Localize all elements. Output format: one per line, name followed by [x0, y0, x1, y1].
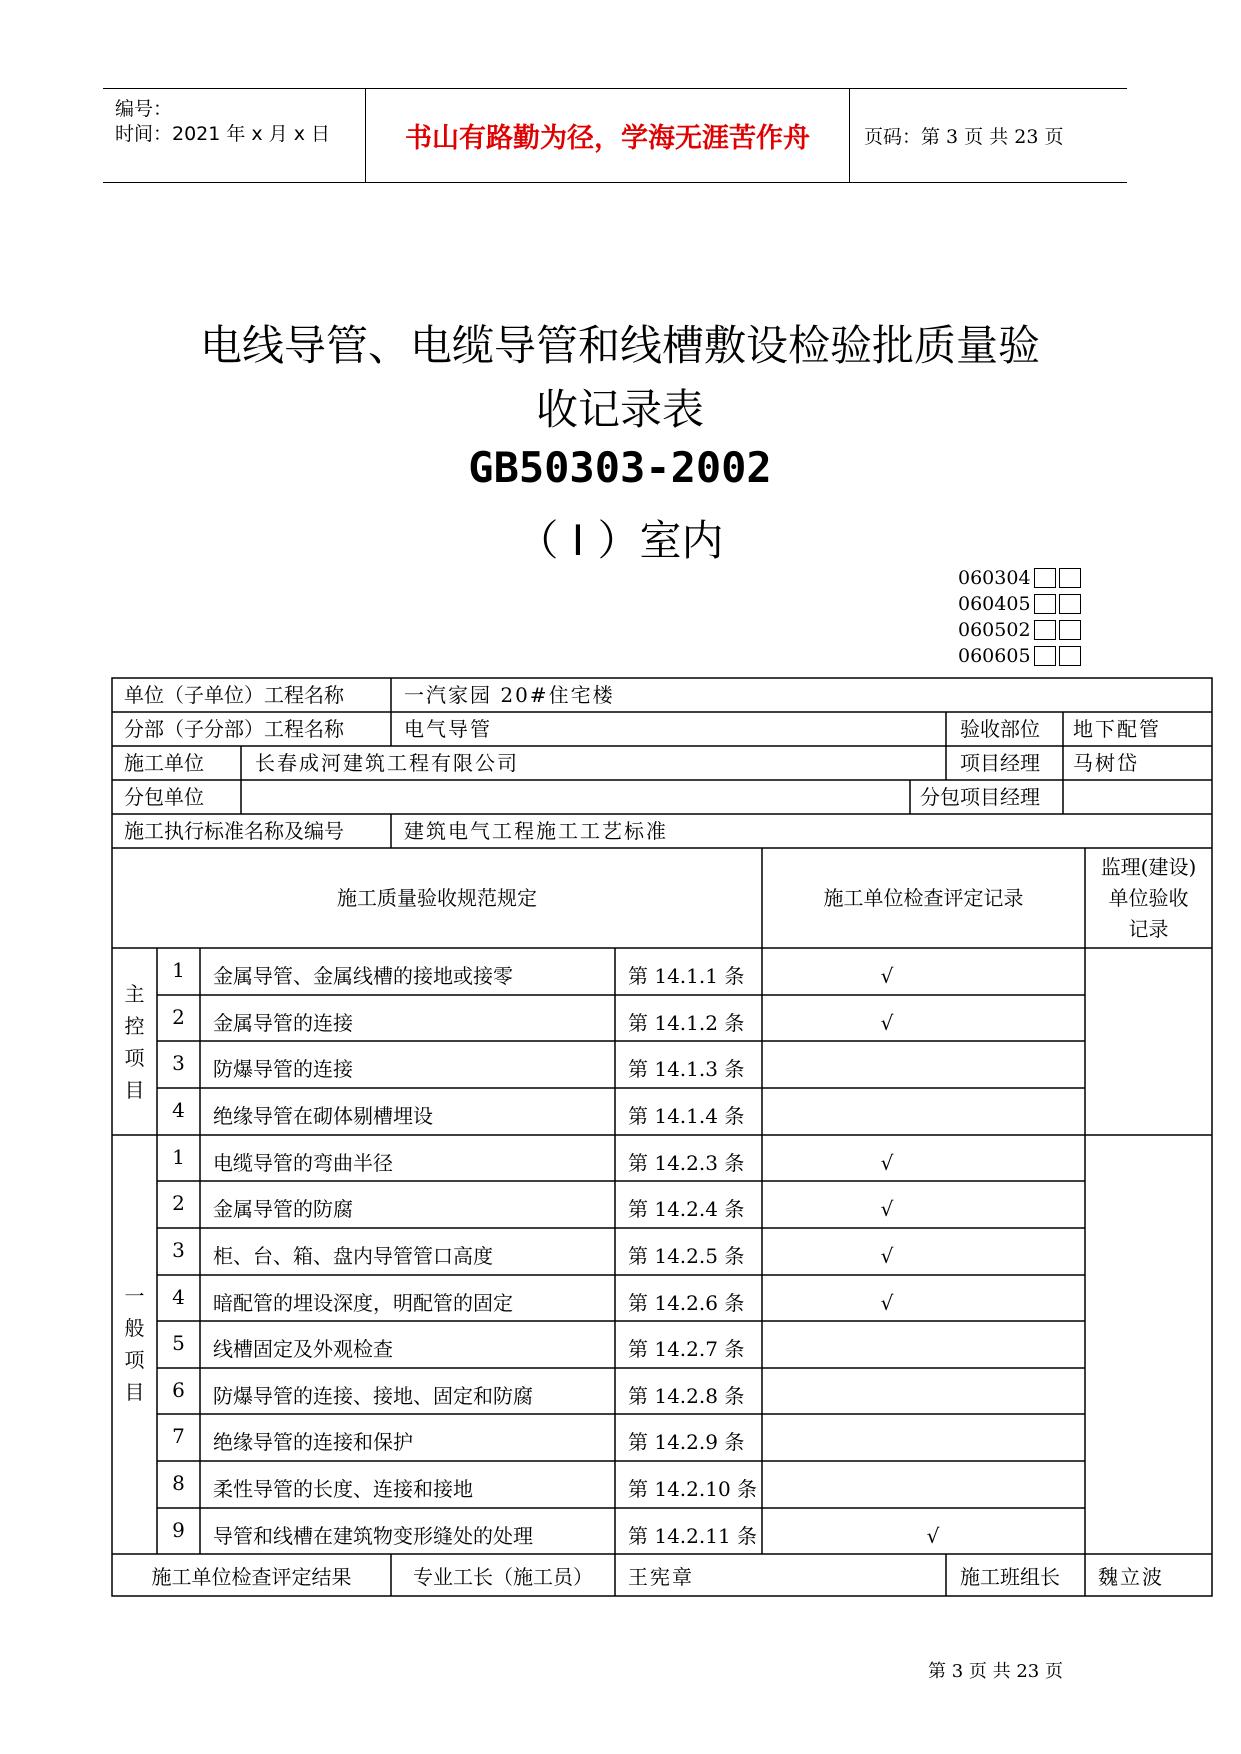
record-column-header: 施工单位检查评定记录: [823, 886, 1024, 910]
contractor-value: 长春成河建筑工程有限公司: [255, 751, 519, 775]
item-clause: 第 14.2.5 条: [628, 1244, 745, 1268]
general-group-label: 一 般 项 目: [124, 1284, 145, 1404]
project-manager-value: 马树岱: [1073, 751, 1139, 775]
item-clause: 第 14.2.10 条: [628, 1477, 758, 1501]
item-number: 2: [172, 1191, 185, 1215]
page-footer: 第 3 页 共 23 页: [928, 1661, 1063, 1682]
item-description: 绝缘导管的连接和保护: [213, 1430, 413, 1454]
item-description: 电缆导管的弯曲半径: [213, 1151, 393, 1175]
item-number: 9: [172, 1518, 185, 1542]
team-leader-value: 魏立波: [1098, 1565, 1164, 1589]
item-description: 暗配管的埋设深度，明配管的固定: [213, 1291, 513, 1315]
title-line-1: 电线导管、电缆导管和线槽敷设检验批质量验: [199, 321, 1040, 370]
check-mark: √: [880, 1197, 894, 1221]
motto: 书山有路勤为径，学海无涯苦作舟: [366, 89, 850, 182]
result-label: 施工单位检查评定结果: [151, 1565, 352, 1589]
page-info: 页码：第 3 页 共 23 页: [864, 126, 1064, 148]
item-clause: 第 14.1.1 条: [628, 964, 745, 988]
item-number: 6: [172, 1378, 185, 1402]
item-description: 柜、台、箱、盘内导管管口高度: [213, 1244, 493, 1268]
item-description: 绝缘导管在砌体剔槽埋设: [213, 1104, 433, 1128]
item-number: 3: [172, 1051, 185, 1075]
title-subtitle: （ I ）室内: [516, 516, 724, 565]
foreman-value: 王宪章: [628, 1565, 694, 1589]
spec-column-header: 施工质量验收规范规定: [337, 886, 537, 910]
sub-pm-label: 分包项目经理: [920, 785, 1040, 809]
subdivision-label: 分部（子分部）工程名称: [124, 717, 344, 741]
item-clause: 第 14.1.2 条: [628, 1011, 745, 1035]
item-number: 4: [172, 1098, 185, 1122]
check-mark: √: [926, 1524, 940, 1548]
number-label: 编号：: [115, 98, 173, 120]
item-number: 2: [172, 1005, 185, 1029]
item-number: 1: [172, 958, 185, 982]
project-name-value: 一汽家园 20#住宅楼: [404, 683, 615, 707]
code-row: 060605: [958, 645, 1081, 667]
item-clause: 第 14.2.7 条: [628, 1337, 745, 1361]
accept-part-value: 地下配管: [1073, 717, 1161, 741]
item-number: 4: [172, 1285, 185, 1309]
accept-part-label: 验收部位: [960, 717, 1040, 741]
item-number: 1: [172, 1145, 185, 1169]
check-mark: √: [880, 1011, 894, 1035]
subdivision-value: 电气导管: [404, 717, 492, 741]
item-description: 防爆导管的连接、接地、固定和防腐: [213, 1384, 533, 1408]
standard-label: 施工执行标准名称及编号: [124, 819, 344, 843]
main-control-group-label: 主 控 项 目: [124, 982, 145, 1102]
item-clause: 第 14.2.6 条: [628, 1291, 745, 1315]
item-description: 导管和线槽在建筑物变形缝处的处理: [213, 1524, 533, 1548]
code-row: 060502: [958, 619, 1081, 641]
item-description: 线槽固定及外观检查: [213, 1337, 393, 1361]
item-number: 3: [172, 1238, 185, 1262]
code-row: 060304: [958, 567, 1081, 589]
title-standard-code: GB50303-2002: [468, 443, 772, 492]
team-leader-label: 施工班组长: [960, 1565, 1060, 1589]
item-clause: 第 14.2.11 条: [628, 1524, 758, 1548]
project-name-label: 单位（子单位）工程名称: [124, 683, 344, 707]
item-number: 7: [172, 1424, 185, 1448]
foreman-label: 专业工长（施工员）: [413, 1565, 593, 1589]
item-description: 柔性导管的长度、连接和接地: [213, 1477, 473, 1501]
item-description: 金属导管、金属线槽的接地或接零: [213, 964, 513, 988]
check-mark: √: [880, 1291, 894, 1315]
code-row: 060405: [958, 593, 1081, 615]
item-clause: 第 14.2.4 条: [628, 1197, 745, 1221]
item-clause: 第 14.2.3 条: [628, 1151, 745, 1175]
time-text: 时间：2021 年 x 月 x 日: [115, 123, 331, 145]
item-description: 金属导管的防腐: [213, 1197, 353, 1221]
standard-value: 建筑电气工程施工工艺标准: [404, 819, 668, 843]
contractor-label: 施工单位: [124, 751, 204, 775]
project-manager-label: 项目经理: [960, 751, 1040, 775]
item-clause: 第 14.1.4 条: [628, 1104, 745, 1128]
item-number: 5: [172, 1331, 185, 1355]
check-mark: √: [880, 1244, 894, 1268]
item-number: 8: [172, 1471, 185, 1495]
supervisor-column-header: 监理(建设) 单位验收 记录: [1100, 855, 1197, 941]
title-line-2: 收记录表: [535, 385, 704, 434]
subcontractor-label: 分包单位: [124, 785, 204, 809]
item-clause: 第 14.1.3 条: [628, 1057, 745, 1081]
item-clause: 第 14.2.9 条: [628, 1430, 745, 1454]
item-clause: 第 14.2.8 条: [628, 1384, 745, 1408]
item-description: 金属导管的连接: [213, 1011, 353, 1035]
check-mark: √: [880, 1151, 894, 1175]
item-description: 防爆导管的连接: [213, 1057, 353, 1081]
check-mark: √: [880, 964, 894, 988]
